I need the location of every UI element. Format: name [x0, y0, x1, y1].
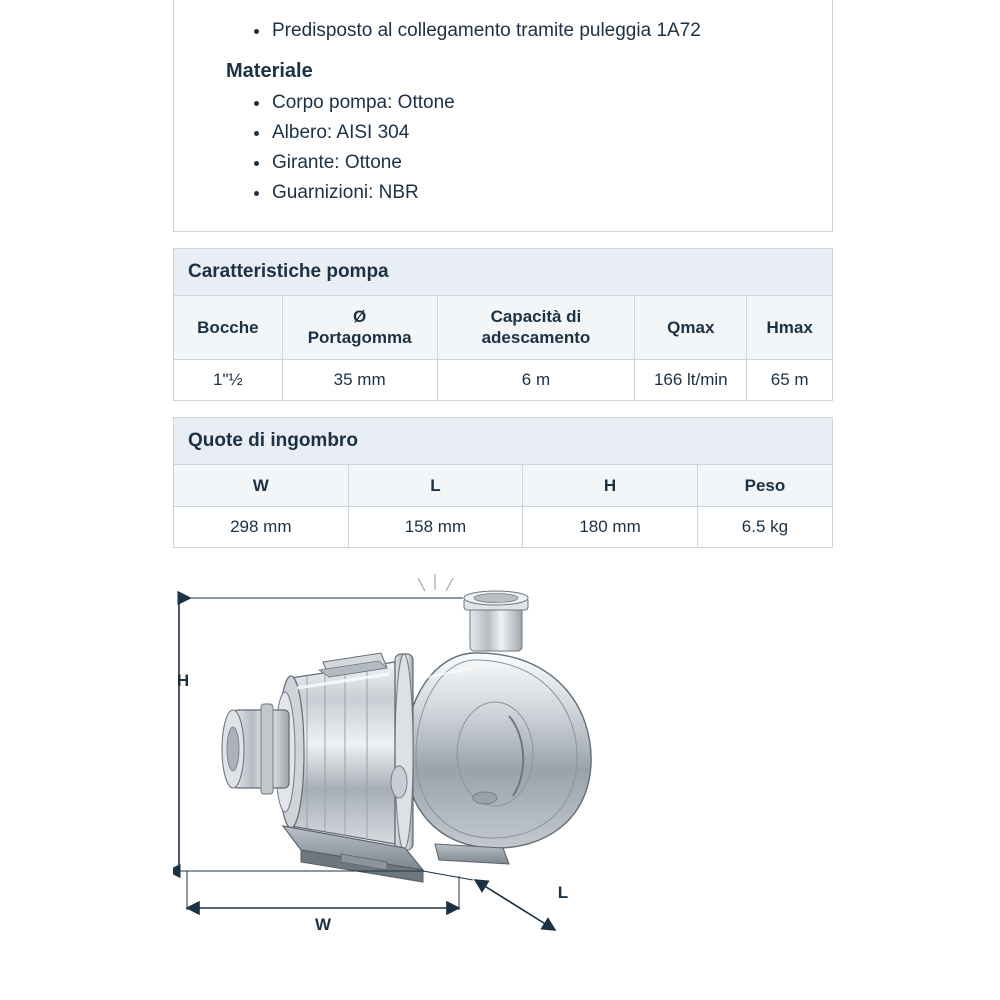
- cell-w: 298 mm: [174, 506, 349, 547]
- pump-drawing-svg: [173, 558, 833, 948]
- list-item: Albero: AISI 304: [196, 119, 810, 147]
- header-line: Qmax: [667, 317, 715, 337]
- pump-illustration: [222, 574, 591, 882]
- pump-table-title: Caratteristiche pompa: [173, 248, 833, 295]
- list-item: Guarnizioni: NBR: [196, 179, 810, 207]
- header-line: Hmax: [766, 317, 813, 337]
- column-header-bocche: [174, 296, 283, 360]
- material-heading: Materiale: [226, 59, 313, 82]
- header-line: Portagomma: [307, 328, 412, 348]
- table-row: [174, 359, 833, 400]
- column-header-l: L: [348, 464, 523, 506]
- cell-portagomma: 35 mm: [282, 359, 437, 400]
- size-table-title: Quote di ingombro: [173, 417, 833, 464]
- dimension-label-l: L: [557, 882, 569, 902]
- list-item: Girante: Ottone: [196, 149, 810, 177]
- cell-hmax: 65 m: [747, 359, 833, 400]
- table-header-row: [174, 296, 833, 360]
- overall-dimensions-table: [173, 417, 833, 548]
- dimension-label-h: H: [176, 670, 190, 690]
- cell-adescamento: 6 m: [437, 359, 635, 400]
- header-line: Bocche: [197, 317, 259, 337]
- description-box: [173, 0, 833, 232]
- column-header-portagomma: [282, 296, 437, 360]
- column-header-qmax: [635, 296, 747, 360]
- cell-h: 180 mm: [523, 506, 698, 547]
- list-item: Predisposto al collegamento tramite puleggia 1A72: [196, 18, 810, 44]
- header-line: adescamento: [481, 328, 591, 348]
- material-bullet-list: [196, 89, 810, 207]
- product-specifications-page: [173, 0, 833, 948]
- cell-qmax: 166 lt/min: [635, 359, 747, 400]
- table-header-row: [174, 464, 833, 506]
- dimension-label-w: W: [314, 914, 332, 934]
- pump-drawing: [173, 558, 833, 948]
- cell-peso: 6.5 kg: [697, 506, 832, 547]
- table-row: [174, 506, 833, 547]
- column-header-peso: Peso: [697, 464, 832, 506]
- column-header-hmax: [747, 296, 833, 360]
- header-line: Capacità di: [490, 307, 582, 327]
- column-header-h: H: [523, 464, 698, 506]
- header-line: Ø: [353, 307, 367, 327]
- column-header-w: W: [174, 464, 349, 506]
- cell-bocche: 1"½: [174, 359, 283, 400]
- list-item: Corpo pompa: Ottone: [196, 89, 810, 117]
- cell-l: 158 mm: [348, 506, 523, 547]
- pump-characteristics-table: [173, 248, 833, 401]
- lead-bullet-list: [196, 18, 810, 44]
- column-header-adescamento: [437, 296, 635, 360]
